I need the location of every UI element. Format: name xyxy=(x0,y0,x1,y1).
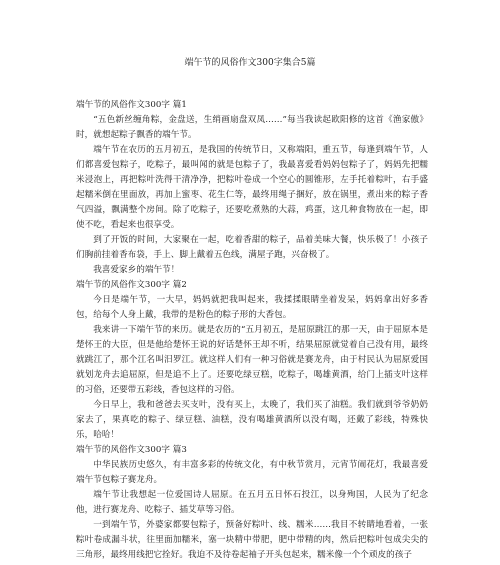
section-heading: 端午节的风俗作文300字 篇2 xyxy=(76,280,187,290)
section-1 xyxy=(76,98,428,278)
section-heading: 端午节的风俗作文300字 篇3 xyxy=(76,445,187,455)
paragraph: 今日是端午节，一大早，妈妈就把我叫起来，我揉揉眼睛坐着发呆，妈妈拿出好多香包，给每个人身上戴，我带的是粉色的粽子形的大香包。 xyxy=(76,295,428,320)
paragraph: 端午节在农历的五月初五，是我国的传统节日，又称端阳，重五节，每逢到端午节，人们都喜爱包粽子，吃粽子，最叫闻的就是包粽子了，我最喜爱看妈妈包粽子了，妈妈先把糯米浸泡上，再把粽叶洗得干清净净，把粽叶卷成一个空心的圆锥形，左手托着粽叶，右手盛起糯米倒在里面放，再加上蜜枣、花生仁等，最终用绳子捆好，放在锅里，煮出来的粽子香气四溢，飘满整个房间。除了吃粽子，还要吃煮熟的大蒜，鸡蛋，这几种食物放在一起，即使不吃，看起来也很享受。 xyxy=(76,145,428,230)
paragraph: 端午节让我想起一位爱国诗人屈原。在五月五日怀石投江，以身殉国，人民为了纪念他，进行赛龙舟、吃粽子、插艾草等习俗。 xyxy=(76,490,428,515)
document-body xyxy=(76,98,428,563)
paragraph: “五色新丝缠角粽，金盘送，生绡画扇盘双凤……”每当我读起欧阳修的这首《渔家傲》时，就想起粽子飘香的端午节。 xyxy=(76,115,428,140)
paragraph: 一到端午节，外婆家都要包粽子，预备好粽叶、线、糯米……我目不转睛地看着，一张粽叶卷成漏斗状，往里面加糯米，塞一块精中带肥，肥中带精的肉，然后把粽叶包成尖尖的三角形，最终用线把它拴好。我迫不及待卷起袖子开头包起来，糯米像一个个顽皮的孩子 xyxy=(76,520,428,560)
paragraph: 到了开饭的时间，大家聚在一起，吃着香甜的粽子，品着美味大餐，快乐极了！小孩子们胸前挂着香布袋，手上、脚上戴着五色线，满屋子跑，兴奋极了。 xyxy=(76,235,428,260)
paragraph: 我喜爱家乡的端午节！ xyxy=(93,265,180,275)
paragraph: 中华民族历史悠久，有丰富多彩的传统文化，有中秋节赏月，元宵节闹花灯，我最喜爱端午节包粽子赛龙舟。 xyxy=(76,460,428,485)
section-heading: 端午节的风俗作文300字 篇1 xyxy=(76,100,187,110)
section-2 xyxy=(76,278,428,443)
paragraph: 我来讲一下端午节的来历。就是农历的“五月初五，是屈原跳江的那一天，由于屈原本是楚怀王的大臣，但是他给楚怀王说的好话楚怀王却不听，结果屈原就觉着自己没有用，最终就跳江了，那个江名叫汨罗江。就这样人们有一种习俗就是赛龙舟，由于村民认为屈原爱国就划龙舟去追屈原，但是追不上了。还要吃绿豆糕，吃粽子，喝雄黄酒，给门上插支叶这样的习俗，还要带五彩线，香包这样的习俗。 xyxy=(76,325,428,395)
document-title: 端午节的风俗作文300字集合5篇 xyxy=(184,58,316,68)
paragraph: 今日早上，我和爸爸去买支叶，没有买上，太晚了，我们买了油糕。我们就到爷爷奶奶家去了，果真吃的粽子、绿豆糕、油糕，没有喝雄黄酒所以没有喝，还戴了彩线，特殊快乐，哈哈！ xyxy=(76,400,428,440)
section-3 xyxy=(76,443,428,563)
